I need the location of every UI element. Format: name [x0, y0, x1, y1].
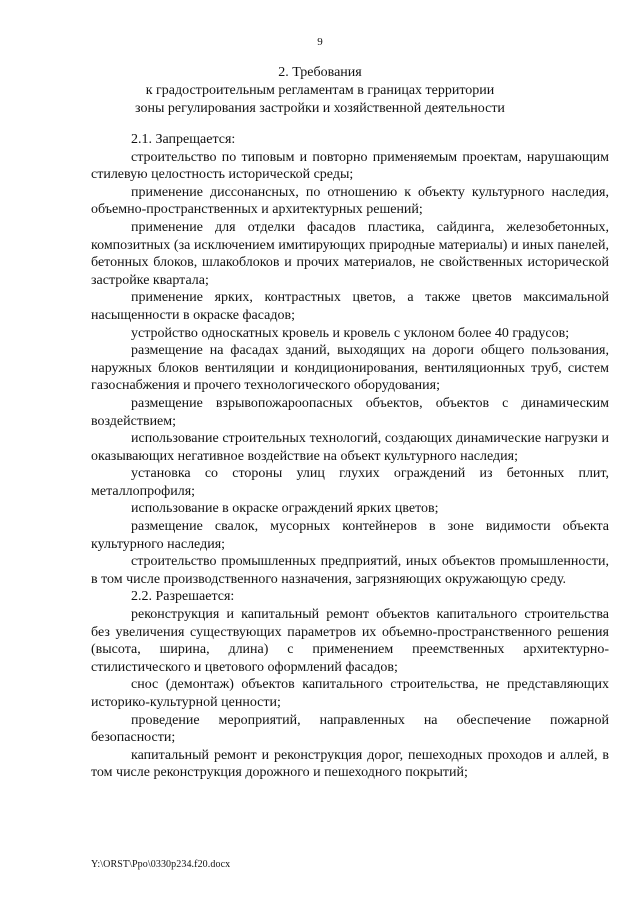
prohibited-item: устройство односкатных кровель и кровель с уклоном более 40 градусов;	[131, 325, 570, 341]
document-body	[91, 131, 609, 782]
prohibited-item: применение диссонансных, по отношению к объекту культурного наследия, объемно-пространственных и архитектурных решений;	[91, 184, 609, 218]
section-heading	[0, 64, 640, 118]
prohibited-item: установка со стороны улиц глухих ограждений из бетонных плит, металлопрофиля;	[91, 466, 609, 499]
allowed-item: проведение мероприятий, направленных на обеспечение пожарной безопасности;	[91, 712, 609, 746]
prohibited-item: размещение свалок, мусорных контейнеров в зоне видимости объекта культурного наследия;	[91, 519, 609, 552]
prohibited-item: размещение на фасадах зданий, выходящих на дороги общего пользования, наружных блоков вентиляции и кондиционирования, вентиляционных труб, систем газоснабжения и прочего технологического оборудования;	[91, 343, 609, 394]
heading-title: 2. Требования	[278, 65, 362, 80]
prohibited-item: применение ярких, контрастных цветов, а также цветов максимальной насыщенности в окраске фасадов;	[91, 290, 609, 323]
prohibited-item: применение для отделки фасадов пластика, сайдинга, железобетонных, композитных (за исключением имитирующих природные материалы) и иных панелей, бетонных блоков, шлакоблоков и прочих материалов, не свойственных исторической застройке квартала;	[91, 219, 609, 288]
file-path-footer: Y:\ORST\Ppo\0330p234.f20.docx	[91, 859, 231, 870]
prohibited-item: строительство промышленных предприятий, иных объектов промышленности, в том числе производственного назначения, загрязняющих окружающую среду.	[91, 554, 609, 587]
prohibited-item: использование в окраске ограждений ярких цветов;	[131, 501, 439, 517]
subsection-title-allowed: 2.2. Разрешается:	[131, 589, 235, 605]
allowed-item: снос (демонтаж) объектов капитального строительства, не представляющих историко-культурной ценности;	[91, 677, 609, 710]
allowed-item: реконструкция и капитальный ремонт объектов капитального строительства без увеличения существующих параметров их объемно-пространственного решения (высота, ширина, длина) с применением преемственных архитектурно-стилистического и цветового оформлений фасадов;	[91, 607, 609, 675]
allowed-item: капитальный ремонт и реконструкция дорог, пешеходных проходов и аллей, в том числе реконструкция дорожного и пешеходного покрытий;	[91, 747, 609, 781]
page-number: 9	[317, 36, 323, 48]
heading-subtitle-line-1: к градостроительным регламентам в границах территории	[145, 83, 495, 98]
prohibited-item: размещение взрывопожароопасных объектов, объектов с динамическим воздействием;	[91, 395, 609, 429]
prohibited-item: строительство по типовым и повторно применяемым проектам, нарушающим стилевую целостность исторической среды;	[91, 149, 609, 183]
prohibited-item: использование строительных технологий, создающих динамические нагрузки и оказывающих негативное воздействие на объект культурного наследия;	[91, 431, 609, 464]
subsection-title-prohibited: 2.1. Запрещается:	[131, 132, 236, 147]
heading-subtitle-line-2: зоны регулирования застройки и хозяйственной деятельности	[135, 101, 505, 116]
